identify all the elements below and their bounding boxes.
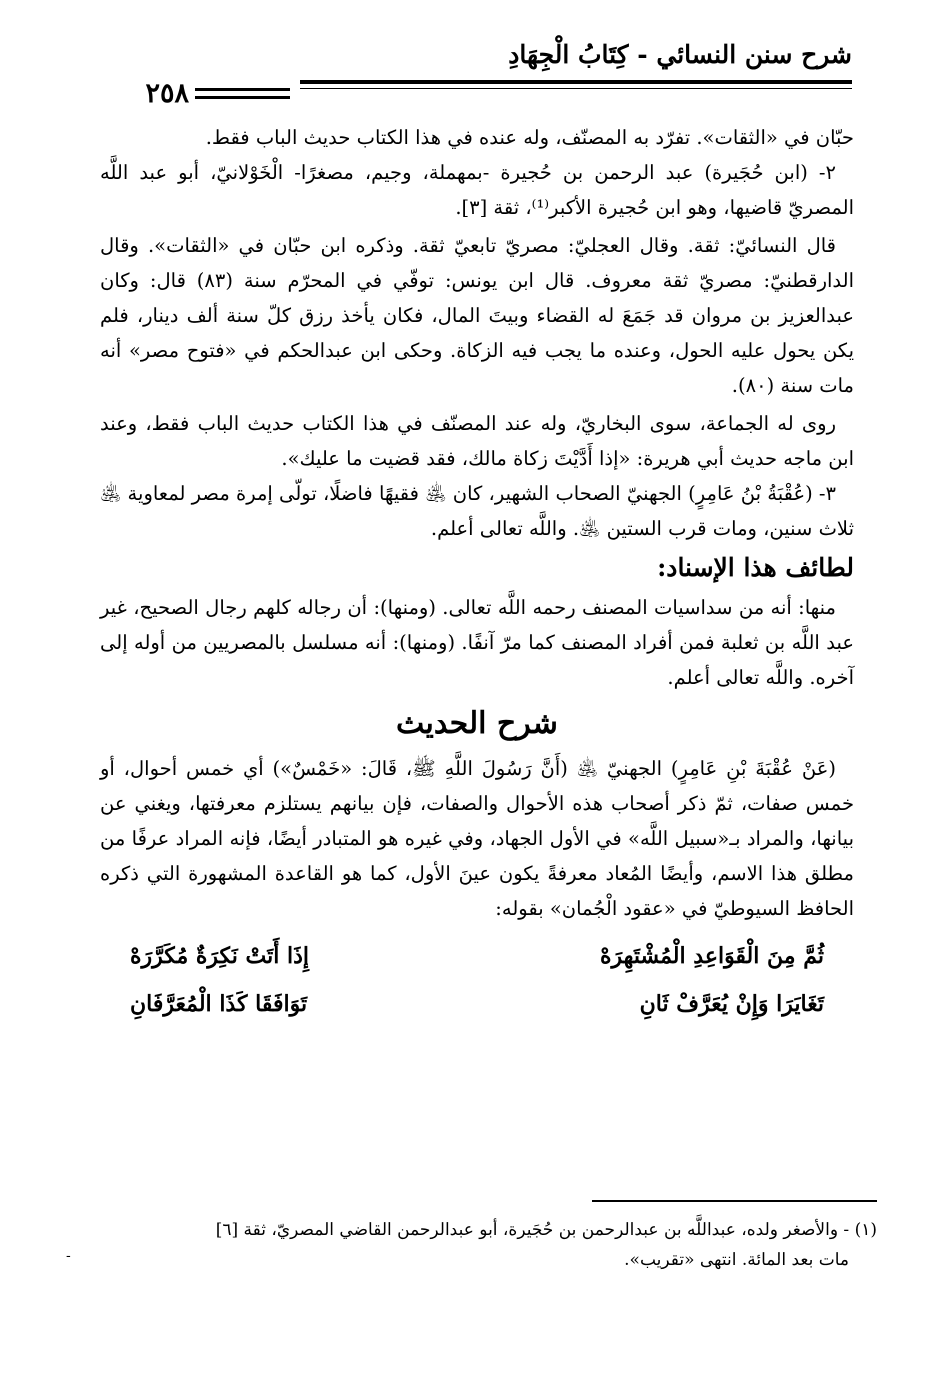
page-number: ٢٥٨	[145, 77, 189, 109]
footnote-line-2: مات بعد المائة. انتهى «تقريب».	[624, 1250, 849, 1270]
margin-mark: -	[66, 1248, 71, 1264]
paragraph-3: قال النسائيّ: ثقة. وقال العجليّ: مصريّ تابعيّ ثقة. وذكره ابن حبّان في «الثقات». وقال الدارقطنيّ: مصريّ ثقة معروف. قال ابن يونس: توفّي في المحرّم سنة (٨٣) قال: وكان عبدالعزيز بن مروان قد جَمَعَ له القضاء وبيتَ المال، فكان يأخذ رزق كلّ سنة ألف دينار، فلم يكن يحول عليه الحول، وعنده ما يجب فيه الزكاة. وحكى ابن عبدالحكم في «فتوح مصر» أنه مات سنة (٨٠).	[100, 234, 855, 397]
footnote-line-1: (١) - والأصغر ولده، عبداللَّه بن عبدالرحمن بن حُجَيرة، أبو عبدالرحمن القاضي المصريّ، ثقة [٦]	[215, 1220, 877, 1240]
paragraph-6: منها: أنه من سداسيات المصنف رحمه اللَّه تعالى. (ومنها): أن رجاله كلهم رجال الصحيح، غير عبد اللَّه بن ثعلبة فمن أفراد المصنف كما مرّ آنفًا. (ومنها): أنه مسلسل بالمصريين من أوله إلى آخره. واللَّه تعالى أعلم.	[100, 596, 854, 689]
footnote	[95, 1215, 877, 1275]
hemistich-2b: تَوَافَقَا كَذَا الْمُعَرَّفَانِ	[130, 991, 308, 1017]
footnote-separator	[592, 1200, 877, 1202]
hemistich-1a: ثُمَّ مِنَ الْقَوَاعِدِ الْمُشْتَهِرَهْ	[600, 943, 824, 969]
poem-verse-2	[130, 980, 824, 1028]
hemistich-2a: تَغَايَرَا وَإِنْ يُعَرَّفْ ثَانِ	[639, 991, 824, 1017]
page-number-box	[95, 72, 300, 114]
paragraph-1: حبّان في «الثقات». تفرّد به المصنّف، وله عنده في هذا الكتاب حديث الباب فقط.	[205, 126, 854, 149]
section-heading-lataif: لطائف هذا الإسناد:	[657, 553, 854, 582]
paragraph-2: ٢- (ابن حُجَيرة) عبد الرحمن بن حُجيرة -بمهملة، وجيم، مصغرًا- الْخَوْلانيّ، أبو عبد اللَّه المصريّ قاضيها، وهو ابن حُجيرة الأكبر⁽¹⁾، ثقة [٣].	[100, 161, 854, 219]
poem-verse-1	[130, 932, 824, 980]
body-text	[100, 120, 854, 1028]
paragraph-4: روى له الجماعة، سوى البخاريّ، وله عند المصنّف في هذا الكتاب حديث الباب فقط، وعند ابن ماجه حديث أبي هريرة: «إذا أَدَّيْتَ زكاة مالك، فقد قضيت ما عليك».	[100, 412, 854, 470]
paragraph-5: ٣- (عُقْبَةُ بْنُ عَامِرٍ) الجهنيّ الصحاب الشهير، كان ﵁ فقيهًا فاضلًا، تولّى إمرة مصر لمعاوية ﵁ ثلاث سنين، ومات قرب الستين ﵁. واللَّه تعالى أعلم.	[100, 482, 854, 540]
paragraph-7: (عَنْ عُقْبَةَ بْنِ عَامِرٍ) الجهنيّ ﵁ (أَنَّ رَسُولَ اللَّهِ ﷺ، قَالَ: «خَمْسٌ») أي خمس أحوال، أو خمس صفات، ثمّ ذكر أصحاب هذه الأحوال والصفات، فإن بيانهم يستلزم معرفتها، ويغني عن بيانها، والمراد بـ«سبيل اللَّه» في الأول الجهاد، وفي غيره هو المتبادر أيضًا، فإنه المراد عرفًا من مطلق هذا الاسم، وأيضًا المُعاد معرفةً يكون عينَ الأول، كما هو القاعدة المشهورة التي ذكره الحافظ السيوطيّ في «عقود الْجُمان» بقوله:	[100, 757, 854, 920]
running-title: شرح سنن النسائي - كِتَابُ الْجِهَادِ	[508, 40, 852, 69]
page-number-ornament	[195, 83, 290, 104]
poem	[130, 932, 824, 1028]
section-heading-sharh: شرح الحديث	[396, 706, 558, 741]
hemistich-1b: إِذَا أَتَتْ نَكِرَةٌ مُكَرَّرَهْ	[130, 943, 309, 969]
